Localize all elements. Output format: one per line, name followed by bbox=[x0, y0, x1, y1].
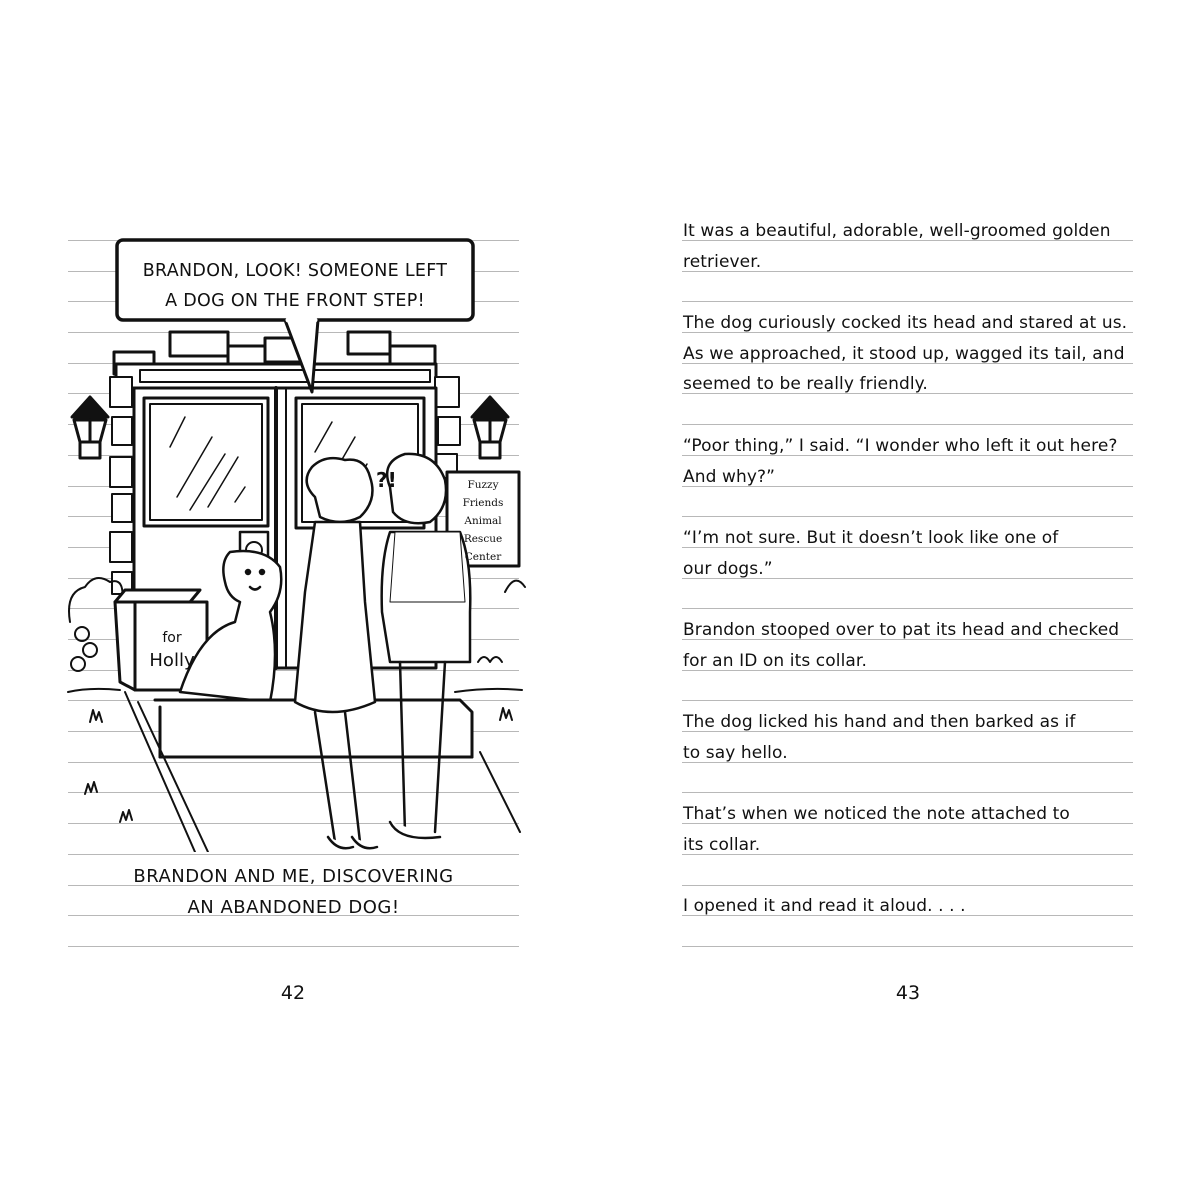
rule-line bbox=[682, 946, 1133, 947]
text-line: our dogs.” bbox=[683, 558, 773, 579]
storefront-illustration bbox=[60, 232, 530, 852]
box-label-line-2: Holly bbox=[149, 650, 195, 671]
text-line: That’s when we noticed the note attached to bbox=[683, 804, 1070, 824]
illustration-caption bbox=[68, 861, 519, 923]
text-line: to say hello. bbox=[683, 742, 788, 763]
rule-line bbox=[682, 516, 1133, 517]
text-line: I opened it and read it aloud. . . . bbox=[683, 896, 966, 916]
caption-line-1: BRANDON AND ME, DISCOVERING bbox=[133, 866, 454, 887]
text-line: Brandon stooped over to pat its head and checked bbox=[683, 620, 1120, 640]
surprise-mark: ?! bbox=[376, 468, 397, 492]
text-line: The dog licked his hand and then barked as if bbox=[683, 712, 1076, 732]
paragraph bbox=[683, 523, 1143, 584]
caption-line-2: AN ABANDONED DOG! bbox=[187, 897, 400, 918]
text-line: retriever. bbox=[683, 251, 762, 272]
page-number-right: 43 bbox=[895, 982, 921, 1004]
text-line: “I’m not sure. But it doesn’t look like one of bbox=[683, 528, 1059, 548]
building-roof bbox=[114, 332, 436, 388]
lamp-left-icon bbox=[72, 397, 108, 458]
paragraph bbox=[683, 891, 1143, 922]
text-line: “Poor thing,” I said. “I wonder who left it out here? bbox=[683, 436, 1118, 456]
stone-column-left bbox=[110, 377, 132, 594]
text-line: And why?” bbox=[683, 466, 776, 487]
sign-line-1: Fuzzy bbox=[467, 479, 499, 491]
rule-line bbox=[682, 608, 1133, 609]
text-line: It was a beautiful, adorable, well-groomed golden bbox=[683, 221, 1111, 241]
rule-line bbox=[682, 301, 1133, 302]
bushes-right bbox=[478, 581, 525, 662]
sign-line-3: Animal bbox=[464, 515, 502, 527]
rule-line bbox=[682, 885, 1133, 886]
sign-line-2: Friends bbox=[462, 497, 504, 509]
speech-bubble-line-1: BRANDON, LOOK! SOMEONE LEFT bbox=[142, 261, 448, 281]
rule-line bbox=[682, 700, 1133, 701]
stone-column-right bbox=[435, 377, 460, 478]
speech-bubble-line-2: A DOG ON THE FRONT STEP! bbox=[165, 291, 425, 311]
paragraph bbox=[683, 799, 1143, 860]
text-line: As we approached, it stood up, wagged its tail, and bbox=[683, 343, 1125, 364]
paragraph bbox=[683, 308, 1143, 400]
text-line: The dog curiously cocked its head and stared at us. bbox=[683, 313, 1128, 333]
page-number-left: 42 bbox=[280, 982, 306, 1004]
paragraph bbox=[683, 216, 1143, 277]
paragraph bbox=[683, 431, 1143, 492]
sign-line-5: Center bbox=[464, 551, 502, 563]
paragraph bbox=[683, 707, 1143, 768]
right-page bbox=[600, 0, 1200, 1200]
rule-line bbox=[682, 792, 1133, 793]
rule-line bbox=[682, 424, 1133, 425]
text-line: seemed to be really friendly. bbox=[683, 374, 928, 395]
text-line: for an ID on its collar. bbox=[683, 650, 867, 671]
lamp-right-icon bbox=[472, 397, 508, 458]
text-line: its collar. bbox=[683, 834, 761, 855]
rule-line bbox=[68, 946, 519, 947]
paragraph bbox=[683, 615, 1143, 676]
sign-line-4: Rescue bbox=[463, 533, 503, 545]
box-label-line-1: for bbox=[162, 630, 182, 646]
rule-line bbox=[68, 854, 519, 855]
